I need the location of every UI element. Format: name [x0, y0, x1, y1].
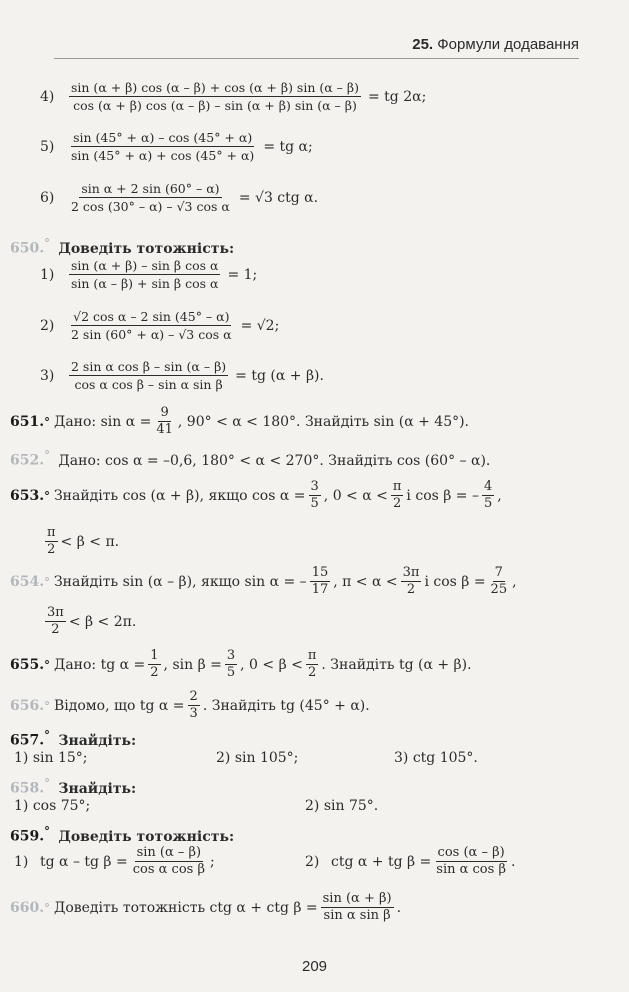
- item-4: [40, 80, 426, 113]
- section-number: 25.: [412, 36, 434, 53]
- problem-657-a: 1) sin 15°;: [14, 750, 88, 766]
- problem-number: 650.: [10, 240, 45, 257]
- problem-653-line2: $\frac{\pi}{2}$ < β < π.: [47, 525, 120, 557]
- item-6: [40, 181, 318, 214]
- problem-658-a: 1) cos 75°;: [14, 798, 91, 814]
- problem-658-heading: 658.° Знайдіть:: [10, 776, 137, 797]
- problem-650-heading: 650.° Доведіть тотожність:: [10, 236, 235, 257]
- fraction: $\frac{\text{√2 cos α – 2 sin (45° – α)}}{\text{2 sin (60° + α) – √3 cos α}}$: [71, 309, 232, 342]
- rhs: = tg α;: [263, 138, 313, 155]
- rhs: = tg 2α;: [368, 88, 427, 105]
- section-header: [412, 36, 579, 53]
- problem-660: 660. ° Доведіть тотожність ctg α + ctg β = $\frac{\sin (\alpha + \beta)}{\text{sin α sin β}}$ .: [10, 891, 402, 923]
- problem-654-line2: $\frac{3\pi}{2}$ < β < 2π.: [47, 605, 137, 637]
- fraction: $\frac{\sin (45^\circ + \alpha) - \cos (45^\circ + \alpha)}{\sin (45^\circ + \alpha) + \cos (45^\circ + \alpha)}$: [71, 130, 255, 163]
- item-5: [40, 130, 313, 163]
- problem-657-b: 2) sin 105°;: [216, 750, 299, 766]
- header-divider: [54, 58, 579, 59]
- problem-656: 656. ° Відомо, що tg α = $\frac{2}{3}$ . Знайдіть tg (45° + α).: [10, 689, 370, 721]
- fraction: $\frac{\text{2 sin α cos β – sin (α – β)}}{\text{cos α cos β – sin α sin β}}$: [71, 359, 227, 392]
- item-number: 6): [40, 189, 55, 206]
- fraction: $\frac{\sin (\alpha + \beta) \cos (\alpha - \beta) + \cos (\alpha + \beta) \sin (\alpha - \beta)}{\cos (\alpha + \beta) \cos (\alpha - \beta) - \sin (\alpha + \beta) \sin (\alpha - \beta)}$: [71, 80, 359, 113]
- problem-652: 652.° Дано: cos α = –0,6, 180° < α < 270°. Знайдіть cos (60° – α).: [10, 448, 491, 469]
- problem-657-c: 3) ctg 105°.: [394, 750, 478, 766]
- page-number: 209: [301, 958, 328, 975]
- problem-659-heading: 659.° Доведіть тотожність:: [10, 824, 235, 845]
- problem-654: 654. ° Знайдіть sin (α – β), якщо sin α = – $\frac{15}{17}$ , π < α < $\frac{3\pi}{2}$ і cos β = $\frac{7}{25}$ ,: [10, 565, 517, 597]
- section-title: Формули додавання: [437, 36, 579, 53]
- problem-653: 653. ° Знайдіть cos (α + β), якщо cos α = $\frac{3}{5}$ , 0 < α < $\frac{\pi}{2}$ і cos β = – $\frac{4}{5}$ ,: [10, 479, 502, 511]
- problem-650-3: 3) $\frac{\text{2 sin α cos β – sin (α – β)}}{\text{cos α cos β – sin α sin β}}$ = tg (α + β).: [40, 359, 324, 392]
- item-number: 4): [40, 88, 55, 105]
- problem-657-heading: 657.° Знайдіть:: [10, 728, 137, 749]
- problem-659-b: 2) ctg α + tg β = $\frac{\cos (\alpha - \beta)}{\text{sin α cos β}}$ .: [305, 845, 516, 877]
- fraction: $\frac{\text{sin (α + β) – sin β cos α}}{\text{sin (α – β) + sin β cos α}}$: [71, 258, 219, 291]
- problem-650-1: 1) $\frac{\text{sin (α + β) – sin β cos α}}{\text{sin (α – β) + sin β cos α}}$ = 1;: [40, 258, 258, 291]
- rhs: = √3 ctg α.: [238, 189, 319, 206]
- problem-658-b: 2) sin 75°.: [305, 798, 379, 814]
- fraction: $\frac{\text{sin α + 2 sin (60° – α)}}{\text{2 cos (30° – α) – √3 cos α}}$: [71, 181, 230, 214]
- problem-651: 651. ° Дано: sin α = $\frac{9}{41}$ , 90° < α < 180°. Знайдіть sin (α + 45°).: [10, 405, 470, 437]
- item-number: 5): [40, 138, 55, 155]
- problem-659-a: 1) tg α – tg β = $\frac{\sin (\alpha - \beta)}{\text{cos α cos β}}$ ;: [14, 845, 215, 877]
- problem-650-2: 2) $\frac{\text{√2 cos α – 2 sin (45° – α)}}{\text{2 sin (60° + α) – √3 cos α}}$ = √2;: [40, 309, 280, 342]
- problem-655: 655. ° Дано: tg α = $\frac{1}{2}$ , sin β = $\frac{3}{5}$ , 0 < β < $\frac{\pi}{2}$ . Знайдіть tg (α + β).: [10, 648, 472, 680]
